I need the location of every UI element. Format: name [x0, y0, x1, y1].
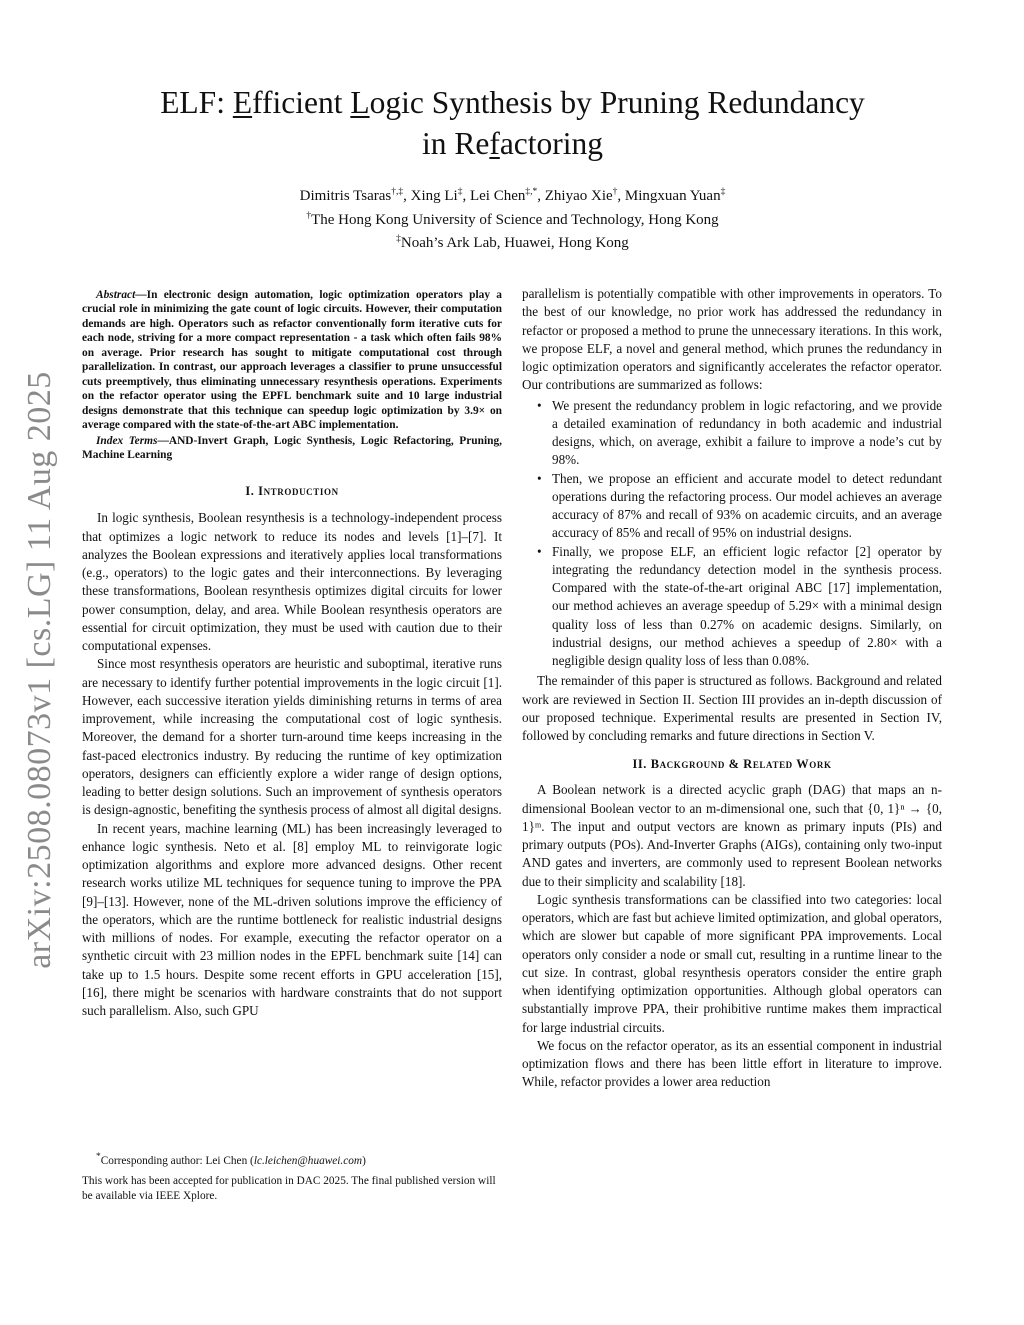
index-terms-label: Index Terms	[96, 434, 158, 447]
right-column	[522, 285, 942, 1092]
abstract-text: —In electronic design automation, logic optimization operators play a crucial role in minimizing the gate count of logic circuits. However, their computation demands are high. Operators such as refactor conventionally form iterative cuts for each node, striving for a more compact representation - a task which often fails 98% on average. Prior research has sought to mitigate computational cost through parallelization. In contrast, our approach leverages a classifier to prune unsuccessful cuts preemptively, thus eliminating unnecessary resynthesis operations. Experiments on the refactor operator using the EPFL benchmark suite and 10 large industrial designs demonstrate that this technique can speedup logic optimization by 3.9× on average compared with the state-of-the-art ABC implementation.	[82, 289, 502, 432]
affiliation-1	[90, 207, 935, 231]
bullet-icon: •	[537, 543, 542, 559]
section-title: Background & Related Work	[650, 757, 832, 772]
section-number: II.	[632, 757, 651, 772]
affiliation-mark: ‡,*	[525, 187, 538, 197]
list-item	[522, 543, 942, 671]
author-name: Dimitris Tsaras	[299, 188, 392, 204]
abstract	[82, 288, 502, 433]
title-part: ogic Synthesis by Pruning Redundancy	[369, 85, 865, 120]
publication-note: This work has been accepted for publication in DAC 2025. The final published version will be available via IEEE Xplore.	[82, 1175, 496, 1202]
left-column	[82, 288, 502, 1020]
intro-continued-paragraph: parallelism is potentially compatible with other improvements in operators. To the best of our knowledge, no prior work has addressed the redundancy in refactor or proposed a method to prune the unnecessary iterations. In this work, we propose ELF, a novel and general method, which prunes the redundancy in logic optimization operators and significantly accelerates the refactor operator. Our contributions are summarized as follows:	[522, 286, 942, 393]
affiliation-text: The Hong Kong University of Science and Technology, Hong Kong	[311, 211, 719, 228]
title-part: ELF:	[160, 85, 233, 120]
affiliation-mark: ‡	[720, 187, 726, 197]
author-name: Mingxuan Yuan	[624, 188, 721, 204]
arxiv-identifier[interactable]: arXiv:2508.08073v1 [cs.LG] 11 Aug 2025	[21, 371, 58, 969]
paper-title	[90, 82, 935, 164]
background-paragraph: We focus on the refactor operator, as its an essential component in industrial optimization flows and there has been little effort in literature to improve. While, refactor provides a lower area reduction	[522, 1037, 942, 1090]
bullet-icon: •	[537, 397, 542, 413]
author-list: Dimitris Tsaras†,‡, Xing Li‡, Lei Chen‡,*, Zhiyao Xie†, Mingxuan Yuan‡	[299, 187, 726, 204]
bullet-icon: •	[537, 470, 542, 486]
intro-paragraph: Since most resynthesis operators are heuristic and suboptimal, iterative runs are necessary to identify further potential improvements in the logic circuit [1]. However, each successive iteration yields diminishing returns in terms of area improvement, while increasing the computational cost of logic synthesis. Moreover, the demand for a shorter turn-around time keeps increasing in the fast-paced electronics industry. By reducing the runtime of key optimization operators, designers can efficiently explore a wider range of design options, leading to better design solutions. Such an improvement of synthesis operators is design-agnostic, benefiting the synthesis process of almost all digital designs.	[82, 656, 502, 818]
corresponding-author-footnote	[82, 1150, 502, 1168]
author-name: Xing Li	[410, 188, 458, 204]
author-block	[90, 183, 935, 254]
affiliation-mark: ‡	[457, 187, 463, 197]
affiliation-mark: ‡	[396, 234, 401, 244]
title-underlined-letter: f	[489, 126, 500, 161]
footnote-mark: *	[96, 1152, 101, 1162]
affiliation-2	[90, 230, 935, 254]
background-paragraph: A Boolean network is a directed acyclic graph (DAG) that maps an n-dimensional Boolean vector to an m-dimensional one, such that {0, 1}ⁿ → {0, 1}ᵐ. The input and output vectors are known as primary inputs (PIs) and primary outputs (POs). And-Inverter Graphs (AIGs), containing only two-input AND gates and inverters, are commonly used to represent Boolean networks due to their simplicity and scalability [18].	[522, 782, 942, 889]
affiliation-text: Noah’s Ark Lab, Huawei, Hong Kong	[400, 235, 629, 251]
section-title: Introduction	[258, 484, 339, 499]
list-item	[522, 397, 942, 470]
section-heading-introduction	[82, 484, 502, 499]
footnotes	[82, 1150, 502, 1203]
section-heading-background	[522, 757, 942, 772]
contribution-text: Finally, we propose ELF, an efficient logic refactor [2] operator by integrating the redundancy detection model in the synthesis process. Compared with the state-of-the-art original ABC [17] implementation, our method achieves an average speedup of 5.29× with a minimal design quality loss of less than 0.27% on academic designs. Similarly, on industrial designs, our method achieves a speedup of 2.80× with a negligible design quality loss of less than 0.08%.	[552, 543, 942, 668]
affiliation-mark: †,‡	[391, 187, 404, 197]
author-name: Zhiyao Xie	[544, 188, 613, 204]
contribution-text: Then, we propose an efficient and accurate model to detect redundant operations during the refactoring process. Our model achieves an average accuracy of 87% and recall of 93% on academic circuits, and an average accuracy of 85% and recall of 95% on industrial designs.	[552, 470, 942, 541]
author-name: Lei Chen	[469, 188, 526, 204]
affiliation-mark: †	[306, 210, 312, 221]
author-email-link[interactable]: lc.leichen@huawei.com	[253, 1154, 363, 1167]
title-underlined-letter: E	[232, 85, 253, 120]
background-paragraph: Logic synthesis transformations can be classified into two categories: local operators, which are fast but achieve limited optimization, and global operators, which are slower but capable of more significant PPA improvements. Local operators only consider a node or small cut, resulting in a runtime linear to the cut size. In contrast, global resynthesis operators consider the entire graph when identifying optimization opportunities. Although global operators can substantially improve PPA, their prohibitive runtime makes them impractical for large industrial circuits.	[522, 891, 942, 1035]
footnote-text: )	[362, 1154, 366, 1167]
title-part: in Re	[421, 126, 490, 161]
title-underlined-letter: L	[350, 85, 370, 120]
title-part: fficient	[252, 85, 351, 120]
paper-structure-paragraph: The remainder of this paper is structured as follows. Background and related work are reviewed in Section II. Section III provides an in-depth discussion of our proposed technique. Experimental results are presented in Section IV, followed by concluding remarks and future directions in Section V.	[522, 673, 942, 743]
contributions-list	[522, 397, 942, 671]
section-number: I.	[245, 484, 259, 499]
intro-paragraph: In recent years, machine learning (ML) has been increasingly leveraged to enhance logic synthesis. Neto et al. [8] employ ML to reinvigorate logic optimization algorithms and explore more advanced designs. Other recent research works utilize ML techniques for sequence tuning to improve the PPA [9]–[13]. However, none of the ML-driven solutions improve the efficiency of the operators, which are the runtime bottleneck for realistic industrial designs with millions of nodes. For example, executing the refactor operator on a synthetic circuit with 23 million nodes in the EPFL benchmark suite [14] can take up to 1.5 hours. Despite some recent efforts in GPU acceleration [15], [16], there might be scenarios with hardware constraints that do not support such parallelism. Also, such GPU	[82, 820, 502, 1019]
contribution-text: We present the redundancy problem in logic refactoring, and we provide a detailed examination of redundancy in both academic and industrial designs, which, on average, exhibit a failure to improve a node’s cut by 98%.	[552, 397, 942, 468]
arxiv-side-stamp	[10, 370, 70, 970]
index-terms	[82, 434, 502, 463]
intro-paragraph: In logic synthesis, Boolean resynthesis is a technology-independent process that optimizes a logic network to reduce its nodes and levels [1]–[7]. It analyzes the Boolean expressions and iteratively applies local transformations (e.g., operators) to the logic gates and their interconnections. By leveraging these transformations, Boolean resynthesis optimizes digital circuits for lower power consumption, delay, and area. While Boolean resynthesis operators are essential for circuit optimization, they must be used with caution due to their computational expenses.	[82, 510, 502, 654]
footnote-text: Corresponding author: Lei Chen (	[100, 1154, 254, 1167]
abstract-label: Abstract	[96, 289, 136, 301]
affiliation-mark: †	[612, 187, 618, 197]
list-item	[522, 470, 942, 543]
title-part: actoring	[499, 126, 604, 161]
index-terms-text: —AND-Invert Graph, Logic Synthesis, Logic Refactoring, Pruning, Machine Learning	[82, 434, 502, 461]
